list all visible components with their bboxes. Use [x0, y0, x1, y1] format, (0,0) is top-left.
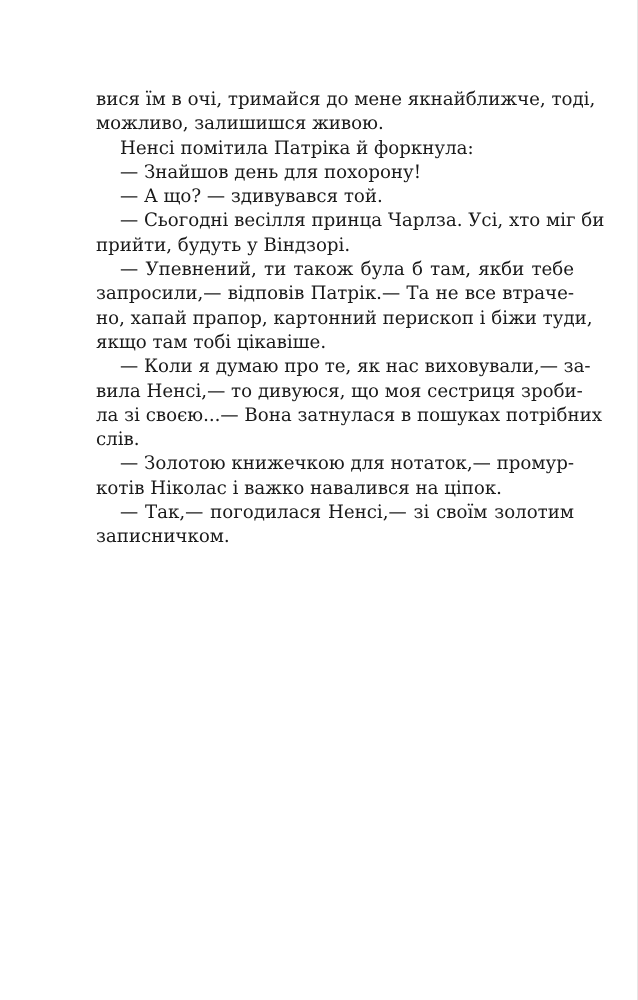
text-line: — Знайшов день для похорону!: [120, 161, 422, 183]
text-line: вила Ненсі,— то дивуюся, що моя сестриця зроби-: [96, 380, 583, 402]
text-line: — Сьогодні весілля принца Чарлза. Усі, хто міг би: [120, 210, 605, 232]
text-line: вися їм в очі, тримайся до мене якнайближче, тоді,: [96, 89, 596, 110]
body-text: [96, 88, 605, 550]
text-line: прийти, будуть у Віндзорі.: [96, 234, 351, 256]
text-line: — Золотою книжечкою для нотаток,— промур-: [120, 453, 574, 475]
text-line: — Коли я думаю про те, як нас виховували,— за-: [120, 356, 591, 378]
text-line: ла зі своєю...— Вона затнулася в пошуках потрібних: [96, 404, 602, 426]
text-line: якщо там тобі цікавіше.: [96, 331, 327, 353]
text-line: — А що? — здивувався той.: [120, 186, 383, 208]
text-line: котів Ніколас і важко навалився на ціпок.: [96, 477, 502, 499]
text-line: — Так,— погодилася Ненсі,— зі своїм золотим: [120, 502, 574, 524]
text-line: но, хапай прапор, картонний перископ і біжи туди,: [96, 307, 593, 329]
text-line: слів.: [96, 429, 140, 451]
text-line: Ненсі помітила Патріка й форкнула:: [120, 137, 474, 159]
text-line: — Упевнений, ти також була б там, якби тебе: [120, 259, 574, 281]
text-line: можливо, залишишся живою.: [96, 113, 384, 135]
text-line: запросили,— відповів Патрік.— Та не все втраче-: [96, 283, 574, 305]
text-line: записничком.: [96, 526, 230, 548]
